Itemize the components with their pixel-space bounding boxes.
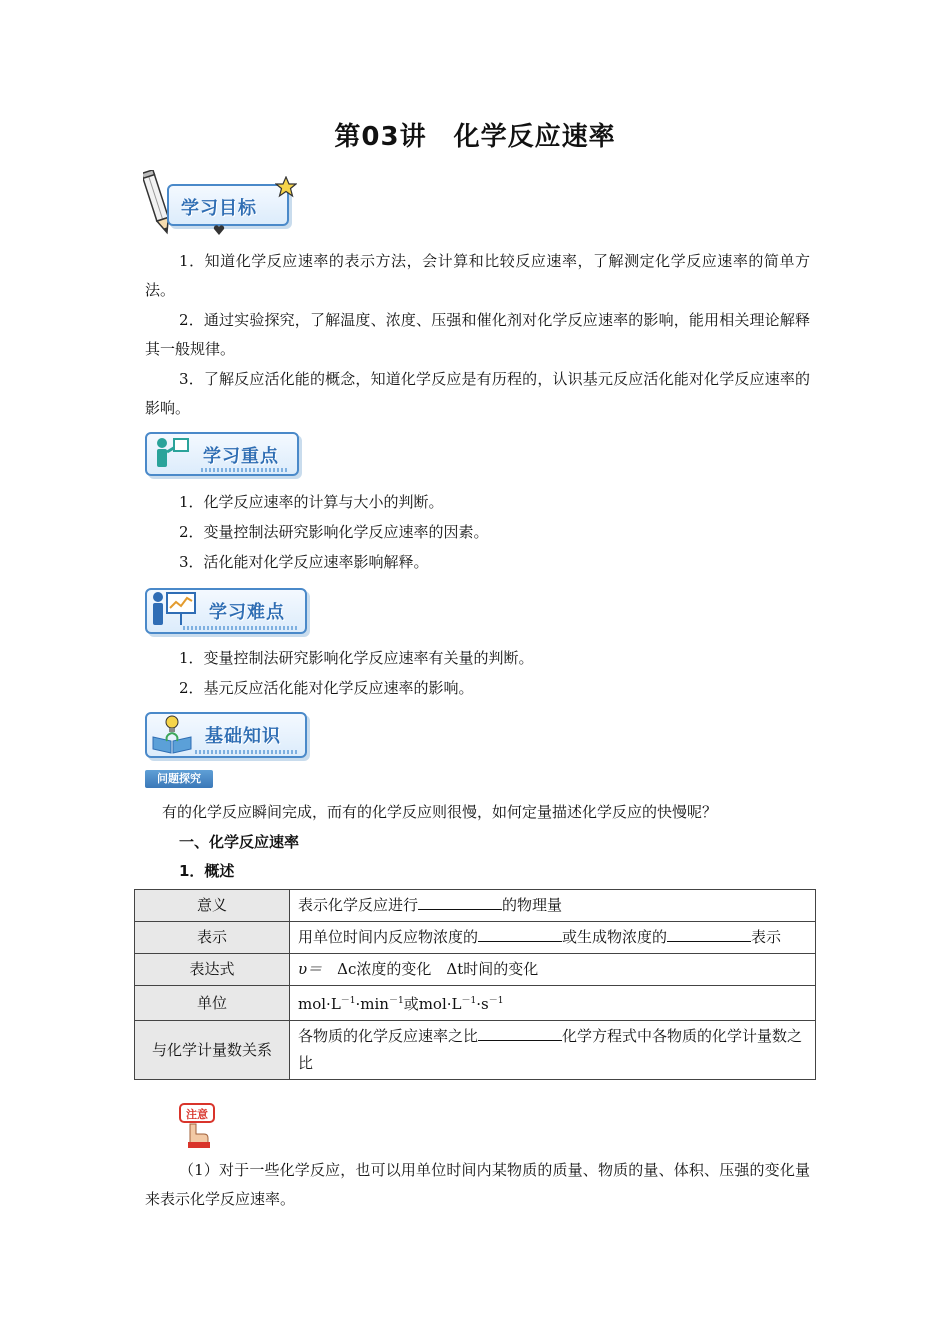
teacher-icon — [151, 434, 191, 474]
section-badge-goals — [143, 170, 303, 236]
table-cell-value — [290, 954, 816, 986]
note-tag-label: 注意 — [186, 1108, 208, 1121]
cell-text: 各物质的化学反应速率之比 — [298, 1027, 479, 1045]
difficulty-1: 1．变量控制法研究影响化学反应速率有关量的判断。 — [179, 649, 534, 667]
table-cell-value — [290, 922, 816, 954]
badge-stripes — [201, 468, 287, 472]
section-badge-difficulties — [143, 586, 313, 636]
goal-2: 2．通过实验探究，了解温度、浓度、压强和催化剂对化学反应速率的影响，能用相关理论解释其一般规律。 — [145, 311, 810, 358]
key-point-2: 2．变量控制法研究影响化学反应速率的因素。 — [179, 523, 489, 541]
heading-1: 一、化学反应速率 — [179, 833, 300, 851]
table-cell-value — [290, 1021, 816, 1080]
table-cell-label: 意义 — [135, 890, 290, 922]
table-cell-value — [290, 890, 816, 922]
badge-label: 学习目标 — [181, 198, 257, 219]
formula-dc: Δc — [337, 960, 357, 978]
cell-text: 表示化学反应进行 — [298, 896, 419, 914]
overview-table — [134, 889, 816, 1080]
badge-label: 学习重点 — [203, 446, 279, 467]
star-icon — [275, 176, 297, 198]
section-badge-key-points — [143, 430, 303, 478]
note-pointing-hand-icon — [178, 1102, 218, 1150]
formula-dt: Δt — [446, 960, 464, 978]
table-cell-value: $mol\cdot L^{-1}\cdot\min^{-1}$或$mol\cdot L^{-1}\cdot s^{-1}$ — [290, 986, 816, 1021]
difficulty-2: 2．基元反应活化能对化学反应速率的影响。 — [179, 679, 474, 697]
heading-2: 1．概述 — [179, 862, 235, 880]
fill-in-blank[interactable] — [667, 925, 751, 942]
lightbulb-book-icon — [149, 713, 195, 755]
cell-text: 用单位时间内反应物浓度的 — [298, 928, 479, 946]
table-row — [135, 1021, 816, 1080]
fill-in-blank[interactable] — [478, 925, 562, 942]
goal-1: 1．知道化学反应速率的表示方法，会计算和比较反应速率，了解测定化学反应速率的简单方法。 — [145, 252, 810, 299]
badge-stripes — [183, 626, 299, 630]
key-point-1: 1．化学反应速率的计算与大小的判断。 — [179, 493, 444, 511]
key-point-3: 3．活化能对化学反应速率影响解释。 — [179, 553, 429, 571]
cell-text: 的物理量 — [502, 896, 563, 914]
cell-text: 表示 — [751, 928, 782, 946]
fill-in-blank[interactable] — [478, 1024, 562, 1041]
goal-3: 3．了解反应活化能的概念，知道化学反应是有历程的，认识基元反应活化能对化学反应速率的影响。 — [145, 370, 810, 417]
table-cell-label: 与化学计量数关系 — [135, 1021, 290, 1080]
badge-label: 基础知识 — [205, 726, 281, 747]
table-row — [135, 954, 816, 986]
page-title: 第03讲 化学反应速率 — [334, 122, 616, 152]
badge-label: 学习难点 — [209, 602, 285, 623]
fill-in-blank[interactable] — [418, 893, 502, 910]
cell-text: 浓度的变化 — [356, 960, 432, 978]
table-cell-label: 单位 — [135, 986, 290, 1021]
section-badge-basics — [143, 710, 313, 760]
cell-text: 时间的变化 — [463, 960, 539, 978]
badge-stripes — [195, 750, 299, 754]
cell-text: 化学方程式中各物质的化学计量数之比 — [298, 1027, 803, 1072]
table-cell-label: 表达式 — [135, 954, 290, 986]
question-tag: 问题探究 — [145, 770, 213, 788]
table-row — [135, 890, 816, 922]
table-cell-label: 表示 — [135, 922, 290, 954]
table-row — [135, 986, 816, 1021]
formula-v: υ＝ — [298, 960, 323, 978]
note-1: （1）对于一些化学反应，也可以用单位时间内某物质的质量、物质的量、体积、压强的变化量来表示化学反应速率。 — [145, 1161, 810, 1208]
heart-icon — [213, 224, 225, 236]
presenter-icon — [149, 589, 199, 631]
question-text: 有的化学反应瞬间完成，而有的化学反应则很慢，如何定量描述化学反应的快慢呢？ — [162, 803, 718, 821]
cell-text: 或生成物浓度的 — [562, 928, 668, 946]
table-row — [135, 922, 816, 954]
